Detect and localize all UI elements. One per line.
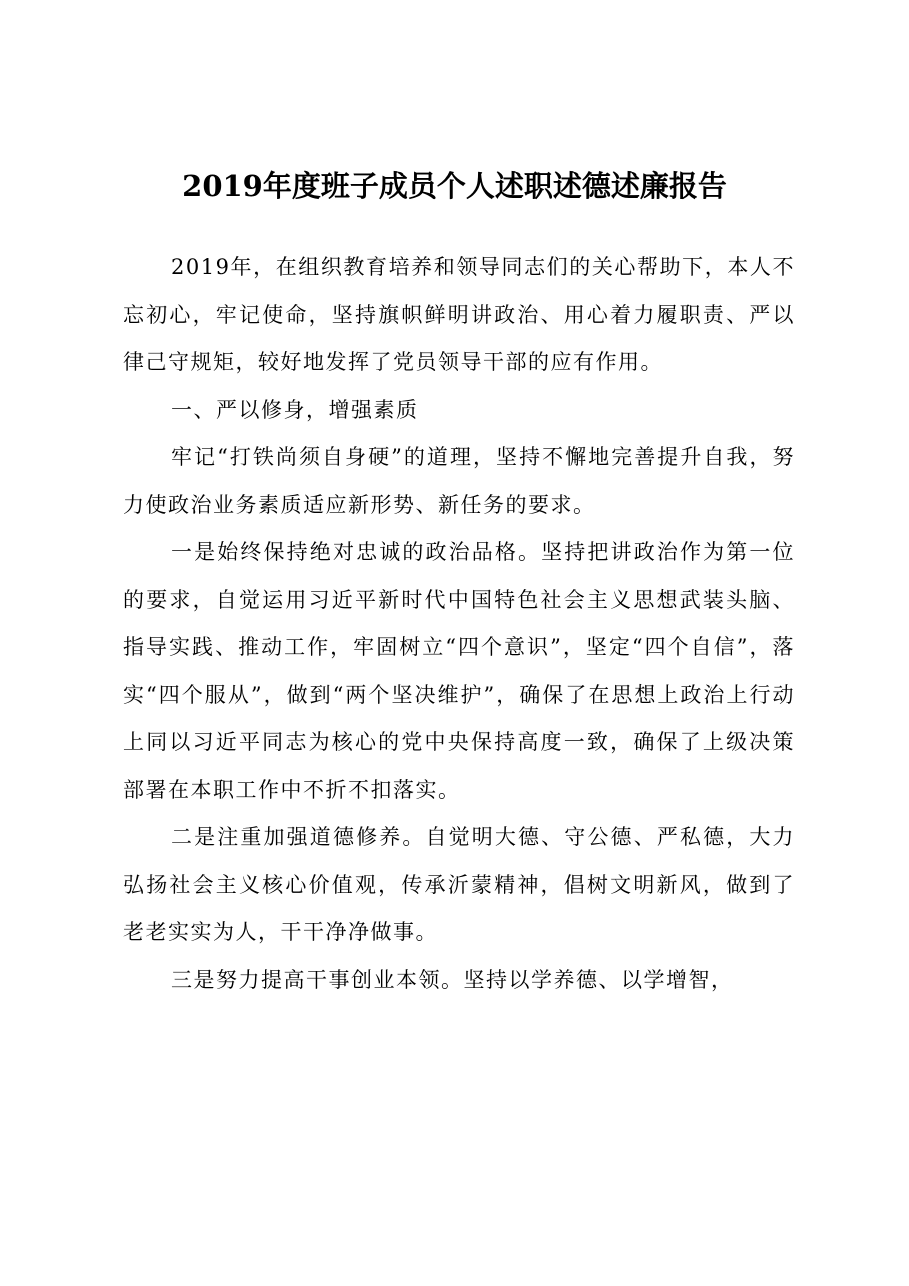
paragraph-section-1-lead: 牢记“打铁尚须自身硬”的道理，坚持不懈地完善提升自我，努力使政治业务素质适应新形势、新任务的要求。 (123, 445, 795, 517)
paragraph-intro: 2019年，在组织教育培养和领导同志们的关心帮助下，本人不忘初心，牢记使命，坚持旗帜鲜明讲政治、用心着力履职责、严以律己守规矩，较好地发挥了党员领导干部的应有作用。 (123, 255, 795, 374)
section-heading-1: 一、严以修身，增强素质 (171, 397, 419, 422)
paragraph-point-2: 二是注重加强道德修养。自觉明大德、守公德、严私德，大力弘扬社会主义核心价值观，传承沂蒙精神，倡树文明新风，做到了老老实实为人，干干净净做事。 (123, 825, 795, 944)
paragraph-point-3: 三是努力提高干事创业本领。坚持以学养德、以学增智， (171, 967, 734, 992)
document-title: 2019年度班子成员个人述职述德述廉报告 (182, 169, 727, 203)
document-body (123, 244, 795, 1004)
paragraph-point-1: 一是始终保持绝对忠诚的政治品格。坚持把讲政治作为第一位的要求，自觉运用习近平新时代中国特色社会主义思想武装头脑、指导实践、推动工作，牢固树立“四个意识”，坚定“四个自信”，落实“四个服从”，做到“两个坚决维护”，确保了在思想上政治上行动上同以习近平同志为核心的党中央保持高度一致，确保了上级决策部署在本职工作中不折不扣落实。 (123, 540, 795, 802)
